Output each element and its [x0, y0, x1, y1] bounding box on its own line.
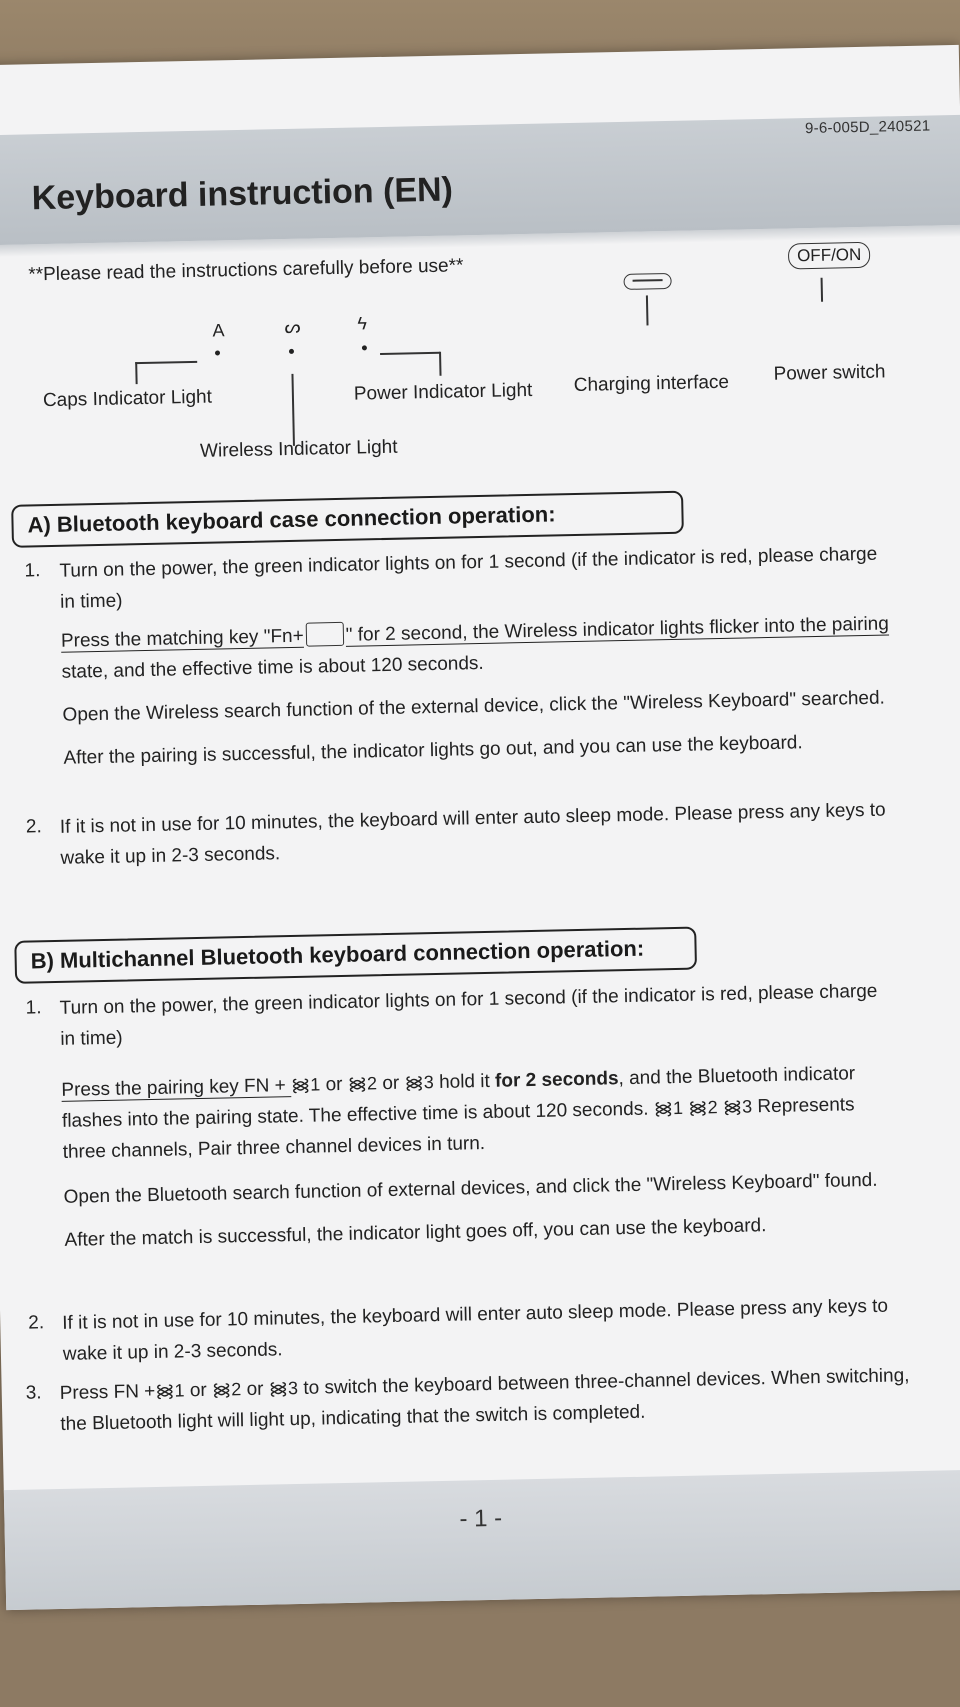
a1-line5: Open the Wireless search function of the external device, click the "Wireless Keyboard" searched.: [62, 687, 886, 726]
wifi-channel-1-icon-b: ᯼1: [653, 1097, 684, 1119]
footer-band: [4, 1470, 960, 1611]
b1-line1: Turn on the power, the green indicator lights on for 1 second (if the indicator is red, please charge: [59, 980, 878, 1019]
usb-port-icon: [623, 273, 671, 290]
a1-line1: Turn on the power, the green indicator lights on for 1 second (if the indicator is red, please charge: [59, 543, 878, 582]
section-b-item1: [59, 974, 954, 1256]
caps-lock-icon: A: [212, 320, 225, 341]
caps-leader-h: [135, 361, 197, 364]
section-a-item2-number: 2.: [25, 816, 42, 838]
instruction-sheet: [0, 45, 960, 1610]
channel-1-c: 1: [174, 1380, 185, 1401]
wifi-channel-2-icon: ᯼2: [347, 1073, 378, 1094]
or-3: or: [189, 1379, 207, 1402]
b2-line2: wake it up in 2-3 seconds.: [62, 1339, 283, 1365]
power-leader-h: [380, 352, 440, 355]
b2-line1: If it is not in use for 10 minutes, the keyboard will enter auto sleep mode. Please press any keys to: [62, 1295, 889, 1334]
caps-indicator-dot: [215, 350, 220, 355]
wifi-channel-2-icon-c: ᯼2: [211, 1379, 242, 1400]
or-2: or: [382, 1072, 400, 1095]
channel-1-b: 1: [672, 1097, 684, 1119]
section-a-heading: A) Bluetooth keyboard case connection operation:: [11, 491, 684, 548]
b1-line3-bold: for 2 seconds: [494, 1068, 619, 1092]
channel-3: 3: [423, 1072, 434, 1093]
power-leader-v: [439, 352, 441, 376]
wireless-indicator-label: Wireless Indicator Light: [199, 436, 398, 462]
a1-line2: in time): [59, 590, 123, 613]
section-b-item2-number: 2.: [28, 1312, 45, 1334]
wireless-icon: ᔕ: [284, 316, 301, 338]
or-4: or: [246, 1378, 264, 1401]
channel-2-b: 2: [707, 1097, 718, 1118]
wifi-channel-2-icon-b: ᯼2: [688, 1097, 718, 1118]
wireless-indicator-dot: [289, 349, 294, 354]
page-title: Keyboard instruction (EN): [31, 170, 454, 218]
channel-3-b: 3: [741, 1096, 753, 1117]
a2-line2: wake it up in 2-3 seconds.: [60, 843, 281, 869]
wifi-channel-1-icon: ᯼1: [290, 1074, 321, 1096]
b1-line3-hold: hold it: [433, 1070, 496, 1094]
section-b-heading: B) Multichannel Bluetooth keyboard connection operation:: [14, 927, 697, 984]
wireless-leader: [291, 374, 294, 446]
power-switch-label: Power switch: [773, 361, 886, 385]
section-a-item1: [59, 537, 943, 773]
wifi-channel-3-icon: ᯼3: [404, 1072, 434, 1093]
a1-line3-start: Press the matching key "Fn+: [60, 625, 304, 652]
b3-line1-start: Press FN +: [59, 1380, 156, 1404]
power-indicator-label: Power Indicator Light: [353, 379, 533, 405]
section-b-item3: [59, 1359, 960, 1440]
power-switch-label-box: OFF/ON: [788, 242, 871, 270]
b1-line3-end: , and the Bluetooth indicator: [618, 1063, 856, 1090]
wifi-channel-3-icon-c: ᯼3: [268, 1377, 299, 1399]
caps-leader-v: [135, 362, 137, 384]
b1-line4-end: Represents: [757, 1094, 855, 1118]
page-number: - 1 -: [459, 1504, 503, 1533]
caps-indicator-label: Caps Indicator Light: [42, 386, 213, 412]
b1-line7: After the match is successful, the indicator light goes off, you can use the keyboard.: [64, 1215, 767, 1251]
b1-line2: in time): [60, 1027, 123, 1050]
a1-line6: After the pairing is successful, the indicator lights go out, and you can use the keyboard.: [63, 732, 803, 769]
power-indicator-dot: [362, 345, 367, 350]
wifi-channel-3-icon-b: ᯼3: [722, 1096, 753, 1118]
channel-1: 1: [310, 1074, 321, 1095]
section-b-item3-number: 3.: [25, 1382, 42, 1404]
bluetooth-key-icon: [305, 622, 343, 647]
channel-2: 2: [366, 1073, 378, 1094]
or-1: or: [325, 1073, 343, 1096]
b1-line3-start: Press the pairing key FN +: [61, 1075, 292, 1101]
section-a-item2: [60, 793, 946, 874]
b3-line1-end: to switch the keyboard between three-channel devices. When switching,: [303, 1365, 910, 1399]
power-icon: ϟ: [357, 313, 368, 334]
charging-interface-label: Charging interface: [573, 371, 730, 396]
charging-leader: [646, 295, 648, 325]
b1-line4-start: flashes into the pairing state. The effective time is about 120 seconds.: [61, 1098, 649, 1132]
channel-3-c: 3: [287, 1377, 299, 1399]
b3-line2: the Bluetooth light will light up, indicating that the switch is completed.: [60, 1401, 646, 1435]
a1-line4: state, and the effective time is about 120 seconds.: [61, 652, 484, 683]
section-b-item1-number: 1.: [25, 997, 42, 1019]
a1-line3-end: " for 2 second, the Wireless indicator lights flicker into the pairing: [345, 613, 890, 646]
switch-leader: [821, 278, 823, 302]
a2-line1: If it is not in use for 10 minutes, the keyboard will enter auto sleep mode. Please press any keys to: [59, 799, 886, 838]
b1-line5: three channels, Pair three channel devices in turn.: [62, 1133, 486, 1163]
wifi-channel-1-icon-c: ᯼1: [155, 1380, 185, 1401]
intro-note: **Please read the instructions carefully before use**: [28, 255, 464, 286]
b1-line6: Open the Bluetooth search function of external devices, and click the "Wireless Keyboard" found.: [63, 1169, 878, 1208]
section-b-item2: [62, 1289, 958, 1370]
document-code: 9-6-005D_240521: [804, 117, 931, 138]
channel-2-c: 2: [231, 1379, 242, 1400]
section-a-item1-number: 1.: [24, 560, 41, 582]
